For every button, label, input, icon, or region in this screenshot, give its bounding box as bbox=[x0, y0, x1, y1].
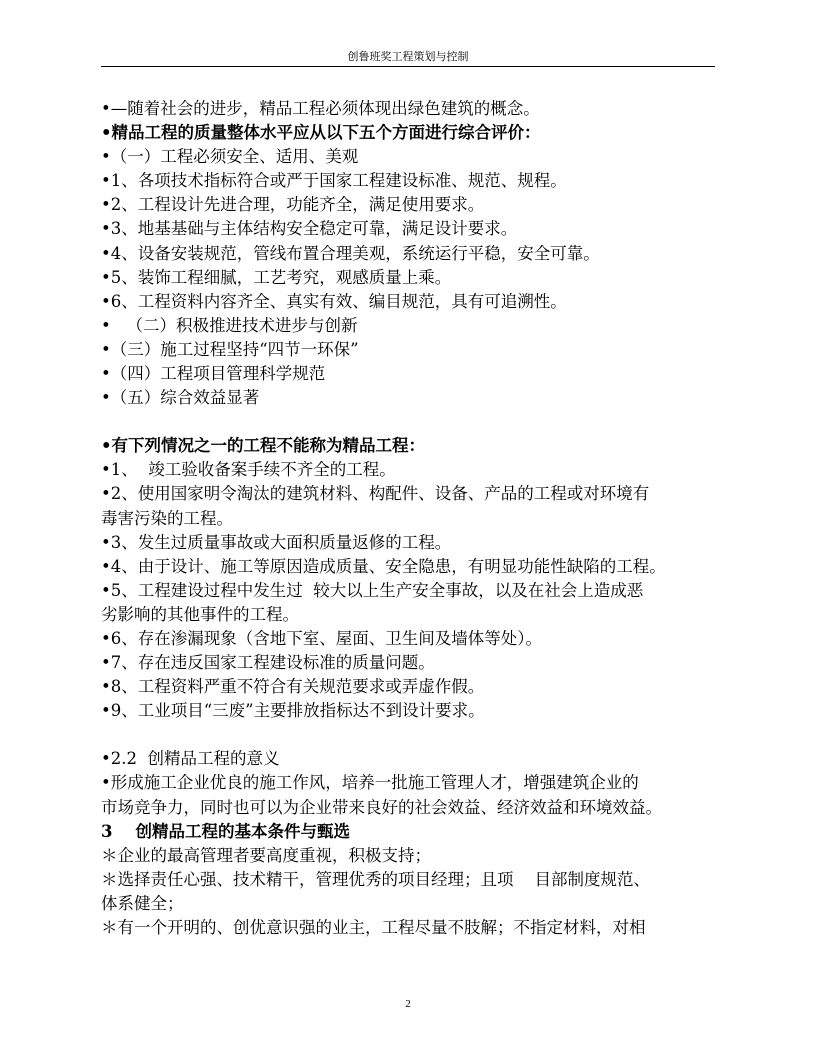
header-divider bbox=[101, 66, 715, 67]
section-heading: •精品工程的质量整体水平应从以下五个方面进行综合评价： bbox=[101, 123, 541, 143]
text-line: •4、由于设计、施工等原因造成质量、安全隐患，有明显功能性缺陷的工程。 bbox=[101, 556, 666, 576]
text-line: •（三）施工过程坚持“四节一环保” bbox=[101, 339, 359, 359]
text-line: •1、 竣工验收备案手续不齐全的工程。 bbox=[101, 460, 396, 480]
text-line: •9、工业项目“三废”主要排放指标达不到设计要求。 bbox=[101, 701, 485, 721]
text-line: •4、设备安装规范，管线布置合理美观，系统运行平稳，安全可靠。 bbox=[101, 243, 600, 263]
text-line: •3、发生过质量事故或大面积质量返修的工程。 bbox=[101, 532, 452, 552]
paragraph-gap bbox=[101, 723, 717, 747]
text-line: •6、工程资料内容齐全、真实有效、编目规范，具有可追溯性。 bbox=[101, 291, 567, 311]
page-number: 2 bbox=[405, 998, 411, 1010]
text-line: ＊企业的最高管理者要高度重视，积极支持； bbox=[101, 845, 431, 865]
text-line: •（四）工程项目管理科学规范 bbox=[101, 364, 326, 384]
text-line: ＊选择责任心强、技术精干，管理优秀的项目经理；且项 目部制度规范、 bbox=[101, 869, 650, 889]
text-line: •5、工程建设过程中发生过 较大以上生产安全事故，以及在社会上造成恶 bbox=[101, 580, 644, 600]
text-line: •8、工程资料严重不符合有关规范要求或弄虚作假。 bbox=[101, 677, 485, 697]
text-line: ＊有一个开明的、创优意识强的业主，工程尽量不肢解；不指定材料，对相 bbox=[101, 918, 646, 937]
paragraph-gap bbox=[101, 410, 717, 434]
text-line: •1、各项技术指标符合或严于国家工程建设标准、规范、规程。 bbox=[101, 171, 567, 191]
text-line: 市场竞争力，同时也可以为企业带来良好的社会效益、经济效益和环境效益。 bbox=[101, 797, 662, 817]
text-line: •5、装饰工程细腻，工艺考究，观感质量上乘。 bbox=[101, 267, 452, 287]
text-line: •2、使用国家明令淘汰的建筑材料、构配件、设备、产品的工程或对环境有 bbox=[101, 484, 650, 504]
text-line: •3、地基基础与主体结构安全稳定可靠，满足设计要求。 bbox=[101, 219, 518, 239]
text-line: •2、工程设计先进合理，功能齐全，满足使用要求。 bbox=[101, 195, 485, 215]
document-body bbox=[101, 97, 717, 940]
text-line: •—随着社会的进步，精品工程必须体现出绿色建筑的概念。 bbox=[101, 99, 540, 118]
section-heading: 3 创精品工程的基本条件与甄选 bbox=[101, 821, 350, 841]
section-heading: •有下列情况之一的工程不能称为精品工程： bbox=[101, 436, 426, 456]
text-line: 体系健全； bbox=[101, 893, 184, 913]
text-line: •（五）综合效益显著 bbox=[101, 388, 260, 408]
running-header: 创鲁班奖工程策划与控制 bbox=[347, 50, 469, 63]
text-line: •形成施工企业优良的施工作风，培养一批施工管理人才，增强建筑企业的 bbox=[101, 773, 639, 793]
text-line: •6、存在渗漏现象（含地下室、屋面、卫生间及墙体等处）。 bbox=[101, 628, 542, 648]
text-line: 劣影响的其他事件的工程。 bbox=[101, 604, 299, 624]
text-line: •2.2 创精品工程的意义 bbox=[101, 749, 280, 769]
text-line: • （二）积极推进技术进步与创新 bbox=[101, 315, 358, 335]
text-line: •7、存在违反国家工程建设标准的质量问题。 bbox=[101, 653, 435, 673]
text-line: 毒害污染的工程。 bbox=[101, 508, 233, 528]
text-line: •（一）工程必须安全、适用、美观 bbox=[101, 147, 359, 167]
